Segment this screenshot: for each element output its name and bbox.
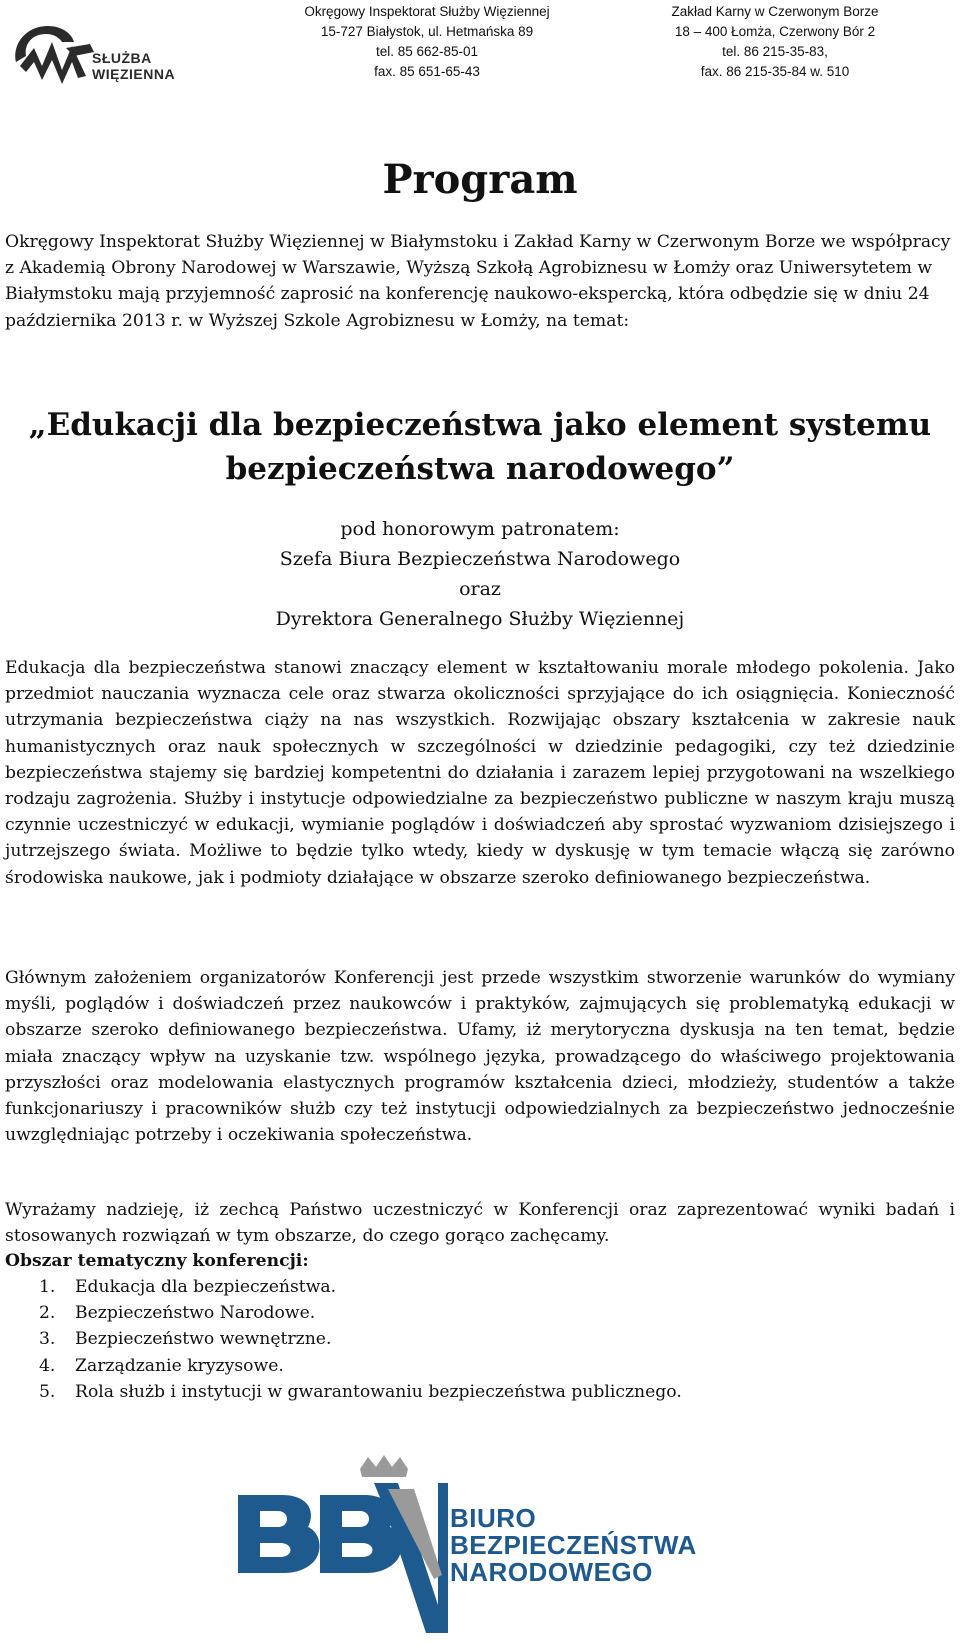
topics-list: [5, 1274, 682, 1405]
list-item-number: 2.: [39, 1303, 56, 1324]
left-contact-line: 15-727 Białystok, ul. Hetmańska 89: [320, 24, 534, 39]
left-contact-line: Okręgowy Inspektorat Służby Więziennej: [304, 4, 550, 19]
list-item-number: 1.: [39, 1277, 56, 1297]
patronage-line: Dyrektora Generalnego Służby Więziennej: [275, 608, 685, 630]
logo-text-line2: WIĘZIENNA: [92, 66, 176, 82]
bbn-emblem-icon: [238, 1455, 448, 1635]
logo-text-line1: SŁUŻBA: [92, 50, 152, 66]
patronage-line: Szefa Biura Bezpieczeństwa Narodowego: [279, 548, 681, 570]
left-contact-line: tel. 85 662-85-01: [375, 44, 479, 59]
list-item-number: 4.: [39, 1355, 56, 1376]
patronage-line: oraz: [459, 578, 501, 600]
list-item: [5, 1326, 682, 1352]
logo-brand-text: [92, 50, 175, 82]
list-item-text: Rola służb i instytucji w gwarantowaniu bezpieczeństwa publicznego.: [75, 1381, 682, 1402]
bbn-logo-text: [450, 1505, 697, 1586]
body-paragraph-3: Wyrażamy nadzieję, iż zechcą Państwo uczestniczyć w Konferencji oraz zaprezentować wyniki badań i stosowanych rozwiązań w tym obszarze, do czego gorąco zachęcamy.: [5, 1200, 955, 1247]
body-paragraph-1: Edukacja dla bezpieczeństwa stanowi znaczący element w kształtowaniu morale młodego pokolenia. Jako przedmiot nauczania wyznacza cele oraz stwarza okoliczności sprzyjające do ich osiągnięcia. Konieczność utrzymania bezpieczeństwa ciąży na nas wszystkich. Rozwijając obszary kształcenia w zakresie nauk humanistycznych oraz nauk społecznych w szczególności w dziedzinie pedagogiki, czy też dziedzinie bezpieczeństwa stajemy się bardziej kompetentni do działania i zarazem lepiej przygotowani na wszelkiego rodzaju zagrożenia. Służby i instytucje odpowiedzialne za bezpieczeństwo publiczne w naszym kraju muszą czynnie uczestniczyć w edukacji, wymianie poglądów i doświadczeń aby sprostać wyzwaniom dzisiejszego i jutrzejszego świata. Możliwe to będzie tylko wtedy, kiedy w dyskusję w tym temacie włączą się zarówno środowiska naukowe, jak i podmioty działające w obszarze szeroko definiowanego bezpieczeństwa.: [5, 658, 955, 888]
right-contact-line: 18 – 400 Łomża, Czerwony Bór 2: [674, 24, 876, 39]
bbn-text-line2: BEZPIECZEŃSTWA: [450, 1530, 697, 1560]
right-contact-line: fax. 86 215-35-84 w. 510: [700, 64, 850, 79]
conference-title-line1: „Edukacji dla bezpieczeństwa jako element systemu: [28, 407, 932, 443]
left-contact-block: [282, 2, 572, 82]
list-item: [5, 1274, 682, 1300]
list-item: [5, 1353, 682, 1379]
patronage-block: [0, 514, 960, 634]
list-item: [5, 1379, 682, 1405]
patronage-line: pod honorowym patronatem:: [340, 518, 620, 540]
list-item-text: Zarządzanie kryzysowe.: [75, 1355, 284, 1376]
bbn-text-line3: NARODOWEGO: [450, 1557, 653, 1587]
right-contact-block: [650, 2, 900, 82]
sluzba-wiezienna-emblem-icon: [10, 18, 100, 96]
intro-paragraph: Okręgowy Inspektorat Służby Więziennej w Białymstoku i Zakład Karny w Czerwonym Borze we współpracy z Akademią Obrony Narodowej w Warszawie, Wyższą Szkołą Agrobiznesu w Łomży oraz Uniwersytetem w Białymstoku mają przyjemność zaprosić na konferencję naukowo-ekspercką, która odbędzie się w dniu 24 października 2013 r. w Wyższej Szkole Agrobiznesu w Łomży, na temat:: [5, 232, 951, 331]
bbn-logo: [238, 1455, 708, 1635]
sluzba-wiezienna-logo: [10, 18, 220, 96]
conference-title: [0, 403, 960, 491]
list-item-text: Bezpieczeństwo Narodowe.: [75, 1303, 316, 1324]
list-item: [5, 1300, 682, 1326]
list-item-text: Edukacja dla bezpieczeństwa.: [75, 1277, 337, 1297]
list-item-text: Bezpieczeństwo wewnętrzne.: [75, 1329, 332, 1350]
list-item-number: 3.: [39, 1329, 56, 1350]
right-contact-line: Zakład Karny w Czerwonym Borze: [671, 4, 879, 19]
body-paragraph-2: Głównym założeniem organizatorów Konferencji jest przede wszystkim stworzenie warunków do wymiany myśli, poglądów i doświadczeń przez naukowców i praktyków, zajmujących się problematyką edukacji w obszarze szeroko definiowanego bezpieczeństwa. Ufamy, iż merytoryczna dyskusja na ten temat, będzie miała znaczący wpływ na uzyskanie tzw. wspólnego języka, prowadzącego do właściwego projektowania przyszłości oraz modelowania elastycznych programów kształcenia dzieci, młodzieży, studentów a także funkcjonariuszy i pracowników służb czy też instytucji odpowiedzialnych za bezpieczeństwo jednocześnie uwzględniając potrzeby i oczekiwania społeczeństwa.: [5, 968, 955, 1146]
conference-title-line2: bezpieczeństwa narodowego”: [225, 451, 735, 487]
list-item-number: 5.: [39, 1381, 56, 1402]
bbn-text-line1: BIURO: [450, 1503, 537, 1533]
page-title: Program: [382, 156, 578, 203]
right-contact-line: tel. 86 215-35-83,: [722, 44, 828, 59]
left-contact-line: fax. 85 651-65-43: [374, 64, 480, 79]
topics-heading: Obszar tematyczny konferencji:: [5, 1251, 309, 1271]
